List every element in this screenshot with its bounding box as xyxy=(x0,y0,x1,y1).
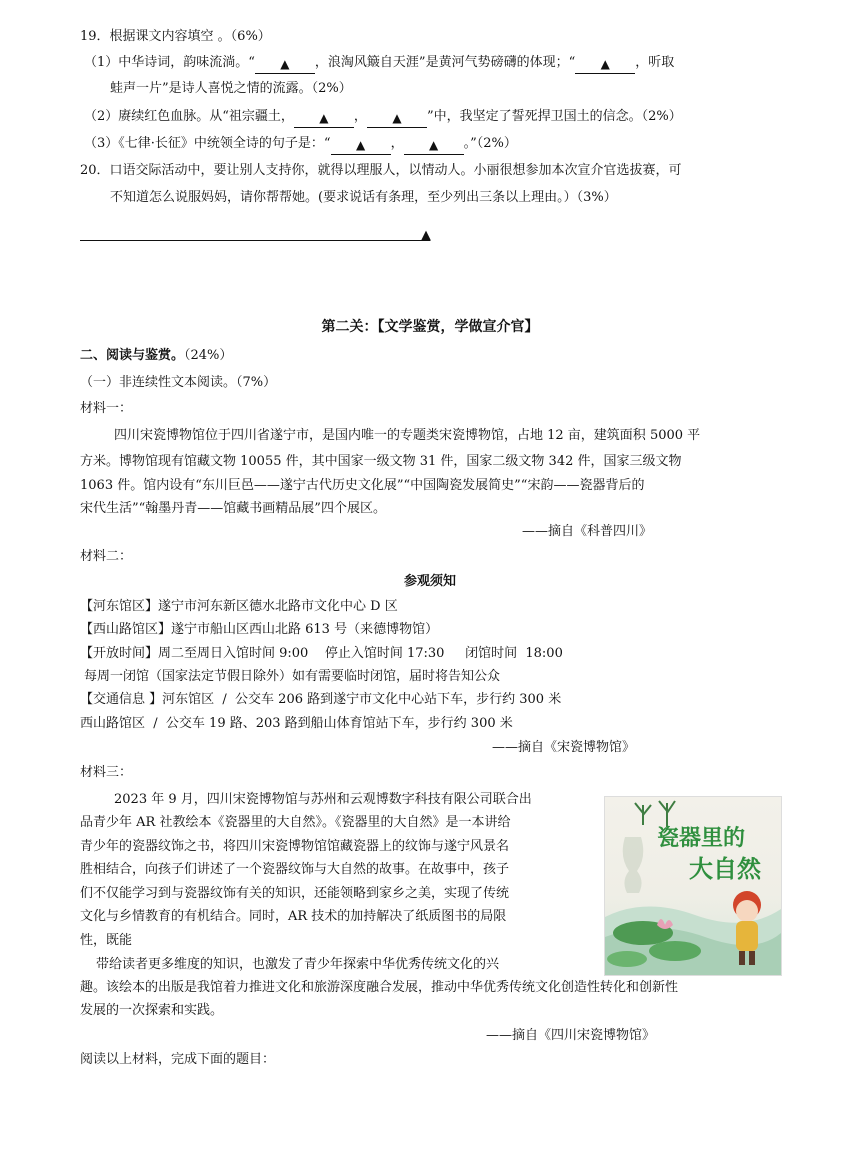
q19-part1-line1 xyxy=(84,52,674,74)
material1-source: ——摘自《科普四川》 xyxy=(522,524,653,539)
q20-line1: 20．口语交际活动中，要让别人支持你，就得以理服人，以情动人。小丽很想参加本次宣介官选拔赛，可 xyxy=(80,163,682,178)
material3-line10: 发展的一次探索和实践。 xyxy=(80,1003,224,1018)
section2-part-title xyxy=(80,345,232,367)
material2-title: 参观须知 xyxy=(403,574,456,589)
reading-instruction: 阅读以上材料，完成下面的题目： xyxy=(80,1052,276,1067)
q19-blank-3[interactable]: ▲ xyxy=(294,111,354,128)
q19-blank-5[interactable]: ▲ xyxy=(331,138,391,155)
q19-title: 19．根据课文内容填空 。（6%） xyxy=(80,29,271,44)
part-score-text: （24%） xyxy=(184,348,233,363)
material3-line1: 2023 年 9 月，四川宋瓷博物馆与苏州和云观博数字科技有限公司联合出 xyxy=(114,792,532,807)
vase-icon xyxy=(623,837,644,893)
part-title-text: 二、阅读与鉴赏。 xyxy=(80,348,185,363)
q19-blank-1[interactable]: ▲ xyxy=(255,57,315,74)
material1-line2: 方米。博物馆现有馆藏文物 10055 件，其中国家一级文物 31 件，国家二级文物 342 件，国家三级文物 xyxy=(80,454,682,469)
q19-p1-text-a: （1）中华诗词，韵味流淌。“ xyxy=(84,55,255,70)
q19-p2-text-b: ， xyxy=(353,109,367,124)
book-title-line1: 瓷器里的 xyxy=(656,826,746,851)
material3-line5: 们不仅能学习到与瓷器纹饰有关的知识，还能领略到家乡之美，实现了传统 xyxy=(80,886,510,901)
material3-line4: 胜相结合，向孩子们讲述了一个瓷器纹饰与大自然的故事。在故事中，孩子 xyxy=(80,862,510,877)
material3-line7: 性，既能 xyxy=(80,933,133,948)
material2-line4: 每周一闭馆（国家法定节假日除外）如有需要临时闭馆，届时将告知公众 xyxy=(84,669,501,684)
q19-blank-4[interactable]: ▲ xyxy=(367,111,427,128)
material1-line1: 四川宋瓷博物馆位于四川省遂宁市，是国内唯一的专题类宋瓷博物馆，占地 12 亩，建筑面积 5000 平 xyxy=(114,428,701,443)
q19-part2 xyxy=(84,106,682,128)
q19-p3-text-c: 。”（2%） xyxy=(463,136,517,151)
material1-label: 材料一： xyxy=(80,401,133,416)
material3-line3: 青少年的瓷器纹饰之书，将四川宋瓷博物馆馆藏瓷器上的纹饰与遂宁风景名 xyxy=(80,839,510,854)
section2-sub-title: （一）非连续性文本阅读。（7%） xyxy=(80,375,277,390)
q19-p3-text-b: ， xyxy=(390,136,404,151)
material2-line3: 【开放时间】周二至周日入馆时间 9:00 停止入馆时间 17:30 闭馆时间 18:00 xyxy=(80,646,563,661)
q19-p2-text-c: ”中，我坚定了誓死捍卫国土的信念。（2%） xyxy=(426,109,682,124)
material1-line4: 宋代生活”“翰墨丹青——馆藏书画精品展”四个展区。 xyxy=(80,501,386,516)
q20-answer-marker: ▲ xyxy=(421,228,431,243)
book-title-line2: 大自然 xyxy=(689,855,761,883)
material3-source: ——摘自《四川宋瓷博物馆》 xyxy=(486,1028,656,1043)
book-cover-illustration xyxy=(605,797,781,975)
material2-label: 材料二： xyxy=(80,549,133,564)
q19-blank-6[interactable]: ▲ xyxy=(404,138,464,155)
q20-line2: 不知道怎么说服妈妈，请你帮帮她。(要求说话有条理，至少列出三条以上理由。）（3%） xyxy=(110,190,617,205)
material3-line8: 带给读者更多维度的知识，也激发了青少年探索中华优秀传统文化的兴 xyxy=(96,957,500,972)
q19-blank-2[interactable]: ▲ xyxy=(575,57,635,74)
q19-part3 xyxy=(84,133,517,155)
material2-line2: 【西山路馆区】遂宁市船山区西山北路 613 号（来德博物馆） xyxy=(80,622,439,637)
material3-line9: 趣。该绘本的出版是我馆着力推进文化和旅游深度融合发展，推动中华优秀传统文化创造性转化和创新性 xyxy=(80,980,679,995)
book-cover-image xyxy=(604,796,782,976)
material2-line5: 【交通信息 】河东馆区 / 公交车 206 路到遂宁市文化中心站下车，步行约 300 米 xyxy=(80,692,562,707)
q19-part1-line2: 蛙声一片”是诗人喜悦之情的流露。（2%） xyxy=(110,81,352,96)
q19-p3-text-a: （3）《七律·长征》中统领全诗的句子是：“ xyxy=(84,136,331,151)
section2-heading: 第二关：【文学鉴赏，学做宣介官】 xyxy=(321,319,539,335)
material2-line1: 【河东馆区】遂宁市河东新区德水北路市文化中心 D 区 xyxy=(80,599,398,614)
material1-line3: 1063 件。馆内设有“东川巨邑——遂宁古代历史文化展”“中国陶瓷发展简史”“宋韵——瓷器背后的 xyxy=(80,478,645,493)
q19-p1-text-c: ，听取 xyxy=(635,55,675,70)
q20-answer-line[interactable] xyxy=(80,240,430,241)
material3-line2: 品青少年 AR 社教绘本《瓷器里的大自然》。《瓷器里的大自然》是一本讲给 xyxy=(80,815,511,830)
q19-p1-text-b: ，浪淘风簸自天涯”是黄河气势磅礴的体现；“ xyxy=(314,55,576,70)
material2-line6: 西山路馆区 / 公交车 19 路、203 路到船山体育馆站下车，步行约 300 米 xyxy=(80,716,513,731)
material2-source: ——摘自《宋瓷博物馆》 xyxy=(492,740,636,755)
material3-line6: 文化与乡情教育的有机结合。同时，AR 技术的加持解决了纸质图书的局限 xyxy=(80,909,507,924)
material3-label: 材料三： xyxy=(80,765,133,780)
q19-p2-text-a: （2）赓续红色血脉。从“祖宗疆土， xyxy=(84,109,294,124)
plant-icon xyxy=(635,801,675,827)
